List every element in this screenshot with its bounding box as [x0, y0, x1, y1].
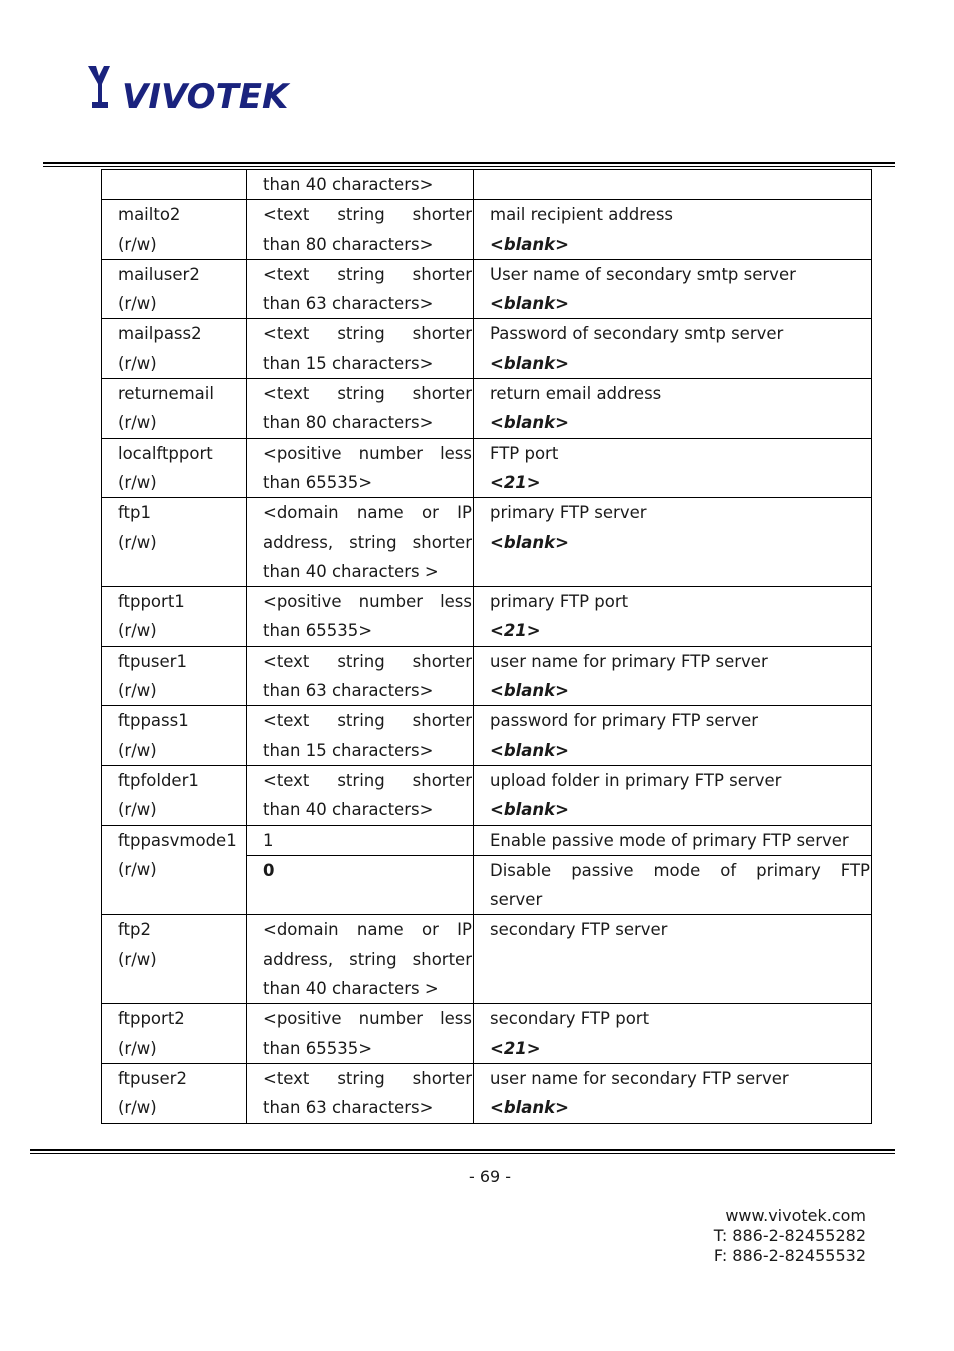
cell-line: (r/w) [118, 949, 157, 969]
cell-line: than 63 characters> [263, 294, 434, 314]
fax-text: F: 886-2-82455532 [713, 1246, 866, 1265]
value-range-cell [247, 170, 474, 200]
footer-divider [30, 1149, 895, 1154]
cell-line: primary FTP port [490, 592, 629, 612]
cell-line: <positive number less [263, 1009, 472, 1029]
cell-line: mailuser2 [118, 264, 200, 284]
cell-line: (r/w) [118, 532, 157, 552]
telephone-text: T: 886-2-82455282 [713, 1226, 866, 1245]
cell-line: (r/w) [118, 1038, 157, 1058]
cell-line: user name for secondary FTP server [490, 1068, 789, 1088]
table-row [102, 498, 872, 587]
value-range-cell [247, 646, 474, 706]
table-row [102, 379, 872, 439]
description-cell [474, 170, 872, 200]
param-name-cell [102, 1004, 247, 1064]
cell-line: <domain name or IP [263, 503, 472, 523]
default-value: <blank> [490, 1098, 569, 1118]
cell-line: ftp2 [118, 920, 151, 940]
value-range-cell [247, 498, 474, 587]
table-row [102, 319, 872, 379]
cell-line: <text string shorter [263, 384, 472, 404]
cell-line: ftppasvmode1 [118, 830, 237, 850]
table-row [102, 825, 872, 855]
param-name-cell [102, 200, 247, 260]
cell-line: than 80 characters> [263, 413, 434, 433]
parameter-table [101, 169, 872, 1124]
website-text: www.vivotek.com [725, 1206, 866, 1225]
description-cell [474, 259, 872, 319]
cell-line: than 15 characters> [263, 740, 434, 760]
cell-line: ftp1 [118, 503, 151, 523]
value-range-cell [247, 765, 474, 825]
default-value: <blank> [490, 294, 569, 314]
cell-line: ftpfolder1 [118, 770, 199, 790]
description-cell [474, 915, 872, 1004]
description-cell [474, 646, 872, 706]
value-range-cell [247, 915, 474, 1004]
default-value: <blank> [490, 740, 569, 760]
cell-line: <positive number less [263, 443, 472, 463]
header-divider [43, 162, 895, 167]
table-row [102, 646, 872, 706]
description-cell [474, 438, 872, 498]
param-name-cell [102, 438, 247, 498]
description-cell [474, 587, 872, 647]
cell-line: address, string shorter [263, 532, 472, 552]
table-row [102, 170, 872, 200]
cell-line: (r/w) [118, 472, 157, 492]
cell-line: server [490, 890, 543, 910]
value-range-cell [247, 379, 474, 439]
description-cell [474, 825, 872, 855]
default-value: <blank> [490, 234, 569, 254]
cell-line: than 80 characters> [263, 234, 434, 254]
table-row [102, 1063, 872, 1123]
cell-line: <text string shorter [263, 770, 472, 790]
param-name-cell [102, 259, 247, 319]
value-cell [247, 855, 474, 915]
default-value: <21> [490, 621, 541, 641]
cell-line: FTP port [490, 443, 559, 463]
description-cell [474, 200, 872, 260]
cell-line: 0 [263, 860, 275, 880]
param-name-cell [102, 646, 247, 706]
description-cell [474, 855, 872, 915]
value-range-cell [247, 587, 474, 647]
cell-line: returnemail [118, 384, 214, 404]
cell-line: secondary FTP server [490, 920, 668, 940]
param-name-cell [102, 706, 247, 766]
param-name-cell [102, 587, 247, 647]
cell-line: than 40 characters> [263, 175, 434, 194]
param-name-cell [102, 915, 247, 1004]
cell-line: secondary FTP port [490, 1009, 650, 1029]
cell-line: ftpport1 [118, 592, 185, 612]
param-name-cell [102, 825, 247, 915]
value-range-cell [247, 200, 474, 260]
param-name-cell [102, 1063, 247, 1123]
cell-line: than 40 characters > [263, 561, 439, 581]
logo-wordmark: VIVOTEK [122, 77, 289, 117]
cell-line: mailpass2 [118, 324, 202, 344]
value-range-cell [247, 438, 474, 498]
cell-line: <text string shorter [263, 1068, 472, 1088]
cell-line: than 15 characters> [263, 353, 434, 373]
cell-line: than 65535> [263, 472, 373, 492]
cell-line: (r/w) [118, 413, 157, 433]
value-range-cell [247, 706, 474, 766]
default-value: <blank> [490, 353, 569, 373]
cell-line: upload folder in primary FTP server [490, 770, 782, 790]
cell-line: address, string shorter [263, 949, 472, 969]
cell-line: (r/w) [118, 353, 157, 373]
table-row [102, 587, 872, 647]
table-row [102, 438, 872, 498]
cell-line: (r/w) [118, 859, 157, 879]
table-row [102, 915, 872, 1004]
cell-line: user name for primary FTP server [490, 651, 768, 671]
cell-line: Enable passive mode of primary FTP server [490, 830, 849, 850]
value-range-cell [247, 1004, 474, 1064]
cell-line: 1 [263, 830, 274, 850]
cell-line: (r/w) [118, 800, 157, 820]
cell-line: localftpport [118, 443, 213, 463]
cell-line: (r/w) [118, 621, 157, 641]
cell-line: <text string shorter [263, 651, 472, 671]
description-cell [474, 1004, 872, 1064]
table-row [102, 765, 872, 825]
value-range-cell [247, 1063, 474, 1123]
value-cell [247, 825, 474, 855]
cell-line: User name of secondary smtp server [490, 264, 796, 284]
table-row [102, 200, 872, 260]
description-cell [474, 379, 872, 439]
default-value: <blank> [490, 800, 569, 820]
cell-line: than 65535> [263, 621, 373, 641]
cell-line: mailto2 [118, 205, 181, 225]
cell-line: (r/w) [118, 1098, 157, 1118]
cell-line: <text string shorter [263, 324, 472, 344]
cell-line: <text string shorter [263, 711, 472, 731]
cell-line: <domain name or IP [263, 920, 472, 940]
table-row [102, 706, 872, 766]
param-name-cell [102, 319, 247, 379]
contact-info [714, 1206, 866, 1266]
cell-line: ftpport2 [118, 1009, 185, 1029]
cell-line: primary FTP server [490, 503, 647, 523]
cell-line: (r/w) [118, 681, 157, 701]
default-value: <21> [490, 1038, 541, 1058]
value-range-cell [247, 319, 474, 379]
param-name-cell [102, 379, 247, 439]
cell-line: <positive number less [263, 592, 472, 612]
default-value: <blank> [490, 532, 569, 552]
cell-line: than 65535> [263, 1038, 373, 1058]
cell-line: Password of secondary smtp server [490, 324, 784, 344]
default-value: <blank> [490, 681, 569, 701]
default-value: <blank> [490, 413, 569, 433]
cell-line: <text string shorter [263, 264, 472, 284]
description-cell [474, 498, 872, 587]
cell-line: than 63 characters> [263, 1098, 434, 1118]
cell-line: (r/w) [118, 740, 157, 760]
vivotek-logo [86, 62, 296, 118]
param-name-cell [102, 498, 247, 587]
table-row [102, 259, 872, 319]
table-row [102, 1004, 872, 1064]
cell-line: than 40 characters> [263, 800, 434, 820]
cell-line: than 40 characters > [263, 979, 439, 999]
description-cell [474, 706, 872, 766]
param-name-cell [102, 765, 247, 825]
param-name-cell [102, 170, 247, 200]
cell-line: return email address [490, 384, 662, 404]
cell-line: <text string shorter [263, 205, 472, 225]
cell-line: ftppass1 [118, 711, 189, 731]
cell-line: Disable passive mode of primary FTP [490, 860, 870, 880]
cell-line: ftpuser1 [118, 651, 187, 671]
description-cell [474, 1063, 872, 1123]
cell-line: mail recipient address [490, 205, 674, 225]
value-range-cell [247, 259, 474, 319]
cell-line: (r/w) [118, 294, 157, 314]
description-cell [474, 319, 872, 379]
page-number: - 69 - [468, 1167, 512, 1186]
cell-line: ftpuser2 [118, 1068, 187, 1088]
cell-line: (r/w) [118, 234, 157, 254]
cell-line: password for primary FTP server [490, 711, 759, 731]
description-cell [474, 765, 872, 825]
cell-line: than 63 characters> [263, 681, 434, 701]
default-value: <21> [490, 472, 541, 492]
